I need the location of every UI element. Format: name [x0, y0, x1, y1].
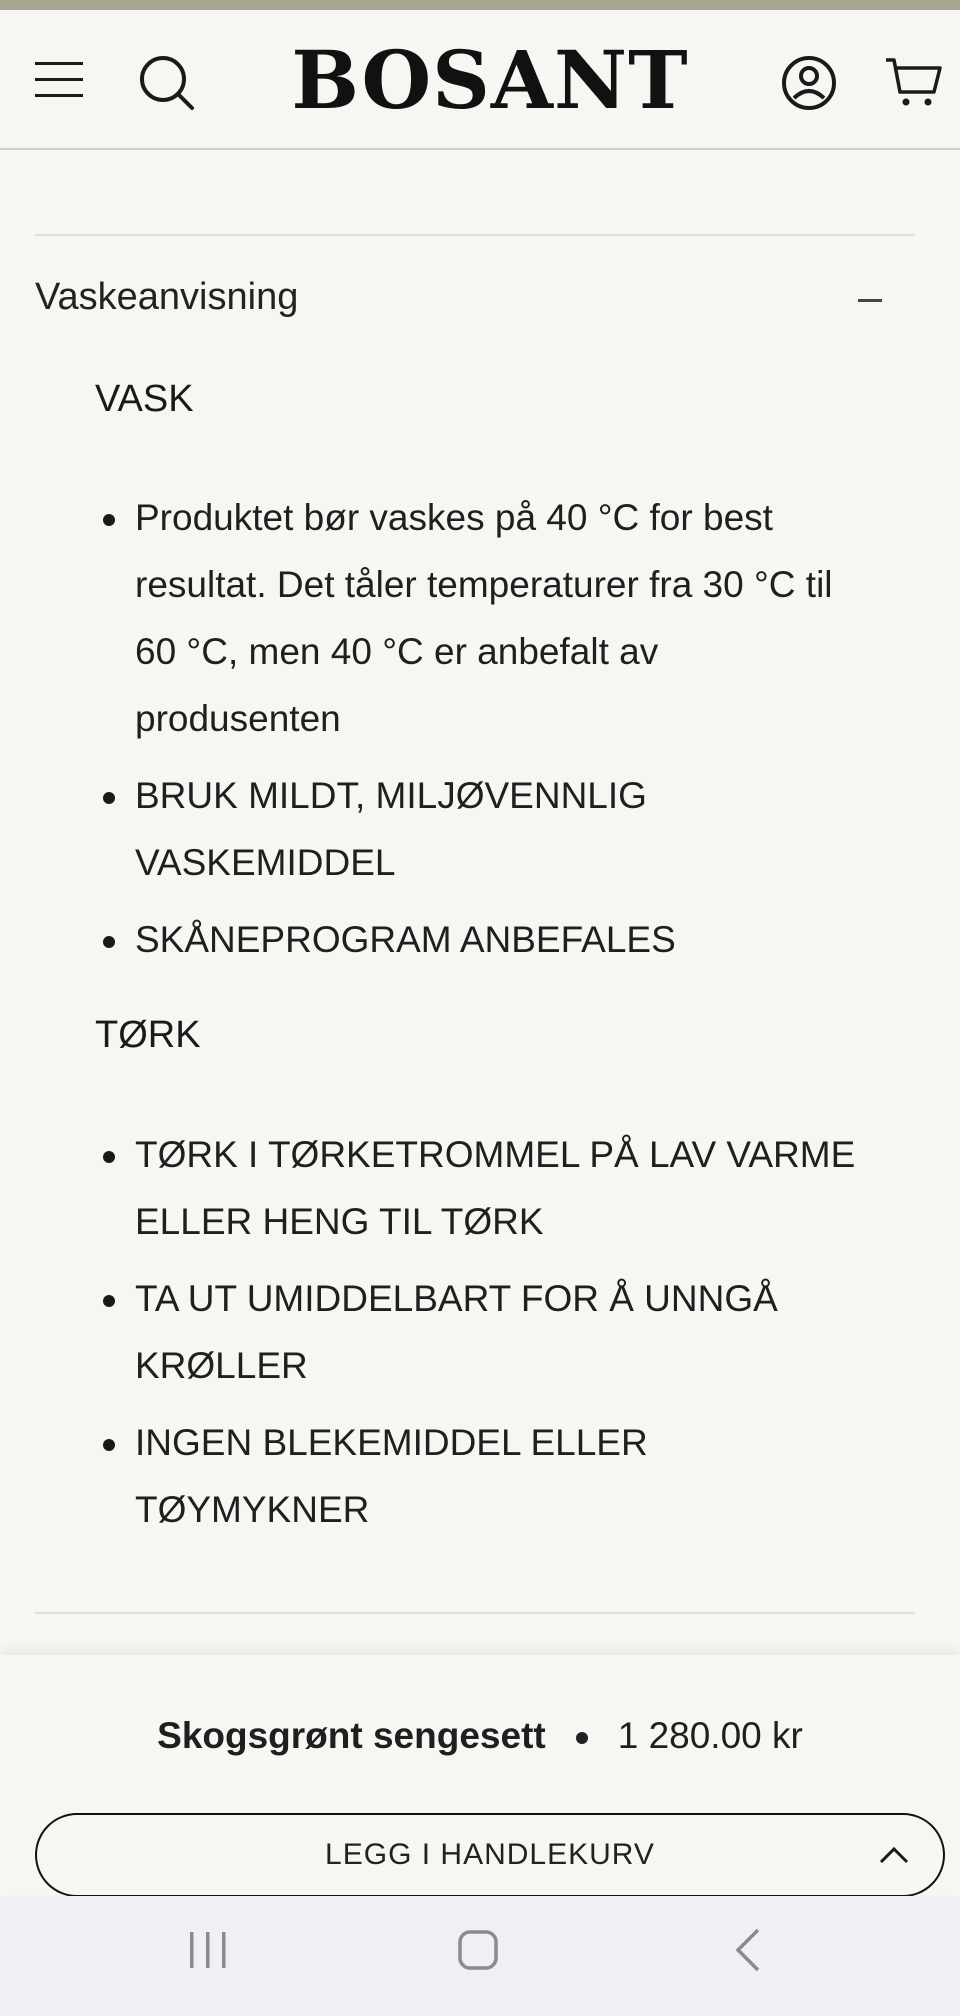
accordion-top-divider	[35, 234, 915, 236]
section-heading-wash: VASK	[95, 378, 194, 420]
list-item: INGEN BLEKEMIDDEL ELLER TØYMYKNER	[95, 1409, 865, 1543]
list-item: SKÅNEPROGRAM ANBEFALES	[95, 906, 865, 973]
product-price: 1 280.00 kr	[617, 1715, 803, 1756]
minus-icon[interactable]	[858, 299, 882, 302]
top-accent-stripe	[0, 0, 960, 10]
recent-apps-icon[interactable]	[186, 1920, 230, 1980]
add-to-cart-button[interactable]: LEGG I HANDLEKURV	[35, 1813, 945, 1897]
back-icon[interactable]	[728, 1920, 768, 1980]
list-item: BRUK MILDT, MILJØVENNLIG VASKEMIDDEL	[95, 762, 865, 896]
list-item: TØRK I TØRKETROMMEL PÅ LAV VARME ELLER HENG TIL TØRK	[95, 1121, 865, 1255]
accordion-title-care-instructions[interactable]: Vaskeanvisning	[35, 276, 299, 318]
home-icon[interactable]	[454, 1920, 502, 1980]
product-summary	[0, 1715, 960, 1757]
wash-instructions-list	[95, 484, 865, 983]
chevron-up-icon[interactable]	[878, 1842, 910, 1866]
account-icon	[780, 54, 838, 112]
product-name: Skogsgrønt sengesett	[157, 1715, 546, 1756]
separator-dot	[576, 1732, 588, 1744]
cart-icon	[884, 54, 944, 112]
accordion-bottom-divider	[35, 1612, 915, 1614]
dry-instructions-list	[95, 1121, 865, 1553]
account-button[interactable]	[780, 54, 838, 112]
list-item: Produktet bør vaskes på 40 °C for best resultat. Det tåler temperaturer fra 30 °C til 60 °C, men 40 °C er anbefalt av produsenten	[95, 484, 865, 752]
brand-logo[interactable]: BOSANT	[291, 33, 689, 127]
site-header	[0, 10, 960, 150]
list-item: TA UT UMIDDELBART FOR Å UNNGÅ KRØLLER	[95, 1265, 865, 1399]
system-navigation-bar	[0, 1896, 960, 2016]
cart-button[interactable]	[884, 54, 944, 112]
section-heading-dry: TØRK	[95, 1014, 201, 1056]
